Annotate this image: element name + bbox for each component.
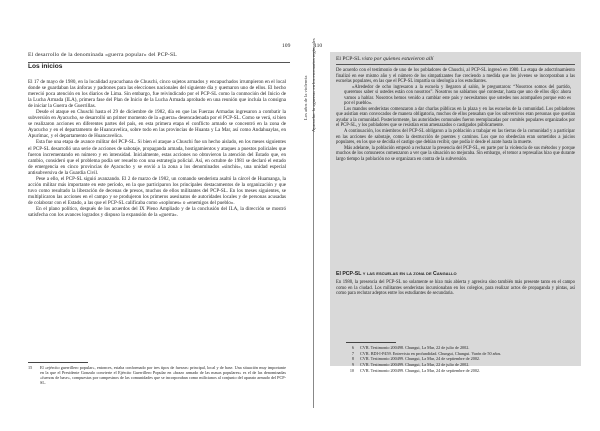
body-paragraph: Esta fue una etapa de avance militar del PCP-SL. Si bien el ataque a Chuschi fue un hecho aislado, en los meses siguientes el PCP-SL desarrolló una serie de acciones de sabotaje, propaganda armada, hostigamientos y ataques a puestos policiales que fueron incrementando en número y en intensidad. Inicialmente, estas acciones no obtuvieron la atención del Estado que, en cambio, consideró que el problema podía ser resuelto con una estrategia policial. Así, en octubre de 1981 se declaró el estado de emergencia en cinco provincias de Ayacucho y se envió a la zona a los denominados «sinchis», una unidad especial antisubversiva de la Guardia Civil. (28, 139, 286, 176)
sidebar-box-title-prefix: El PCP-SL (336, 56, 361, 62)
sidebar-box-title-divider (336, 64, 575, 65)
sidebar-box-schools-title-prefix: El PCP-SL (336, 271, 362, 277)
sidebar-quote: «Alrededor de ocho ingresaron a la escuela y llegaron al salón, le preguntaron: “Nosotros somos del partido, queremos saber si ustedes están con nosotros”. Nosotros no sabíamos qué contestar, hasta que uno de ellos dijo: ahora vamos a hablar. Nosotros hemos venido a cambiar este país y necesitamos que ustedes nos acompañen porque esto es por el pueblo». (344, 84, 571, 107)
sidebar-box-schools-title (336, 271, 575, 277)
endnotes (346, 345, 576, 374)
running-header-title: El desarrollo de la denominada «guerra popular» del PCP-SL (28, 52, 177, 58)
section-heading: Los inicios (28, 63, 63, 70)
sidebar-paragraph: Los mandos senderistas comenzaron a dar charlas públicas en la plaza y en las escuelas de la comunidad. Los pobladores que asistían eran convocados de manera obligatoria, muchos de ellos pensaban que los subversivos eran personas que querían ayudar a la comunidad. Posteriormente, las autoridades comunales fueron reemplazadas por comités populares organizados por el PCP-SL, y los pobladores que se resistían eran amenazados o castigados públicamente. (336, 106, 575, 129)
vertical-running-head-b: Ayacucho: la «guerra» en los escenarios regionales (311, 38, 316, 132)
body-paragraph: El 17 de mayo de 1980, en la localidad ayacuchana de Chuschi, cinco sujetos armados y encapuchados irrumpieron en el local donde se guardaban las ánforas y padrones para las elecciones nacionales del siguiente día y quemaron uno de ellos. El hecho mereció poca atención en los diarios de Lima. Sin embargo, fue reivindicado por el PCP-SL como la conmoción del Inicio de la Lucha Armada (ILA), primera fase del Plan de Inicio de la Lucha Armada aprobado en una reunión que incluía la consigna de iniciar la Guerra de Guerrillas. (28, 79, 286, 110)
endnote-text: CVR. Testimonio 200499. Chungui, La Mar, 24 de septiembre de 2002. (360, 367, 481, 373)
left-running-header (28, 43, 290, 63)
body-text (28, 79, 286, 337)
endnote-text: CVR. Testimonio 200499. Chungui, La Mar, 24 de septiembre de 2002. (360, 356, 481, 362)
body-paragraph: Desde el ataque en Chuschi hasta el 29 de diciembre de 1982, día en que las Fuerzas Armadas ingresaron a combatir la subversión en Ayacucho, se desarrolló un primer momento de la «guerra» desencadenada por el PCP-SL. Como se verá, si bien se realizaron acciones en diferentes partes del país, en esta primera etapa el conflicto armado se concentró en la zona de Ayacucho y en el departamento de Huancavelica, sobre todo en las provincias de Huanta y La Mar, así como Andahuaylas, en Apurímac, y el departamento de Huancavelica. (28, 109, 286, 140)
sidebar-box-schools (330, 268, 581, 334)
endnote-text: CVR. Testimonio 200499. Chungui, La Mar, 22 de julio de 2002. (360, 362, 470, 368)
endnote (346, 368, 576, 374)
footnote (28, 365, 286, 385)
vertical-running-head-a: Los años de la violencia (303, 75, 308, 120)
sidebar-box-title-rest: visto por quienes estuvieron allí (361, 56, 434, 62)
endnote-text: CVR. Testimonio 200498. Chungui, La Mar, 22 de julio de 2002. (360, 345, 470, 350)
endnotes-divider (346, 342, 396, 343)
sidebar-paragraph: A continuación, los miembros del PCP-SL obligaron a la población a trabajar en las tierras de la comunidad y a participar en las acciones de sabotaje, como la destrucción de puentes y caminos. Los que no obedecían eran sometidos a juicios populares, en los que se decidía el castigo que debían recibir, que podía ir desde el azote hasta la muerte. (336, 129, 575, 146)
body-paragraph: En el plano político, después de los acuerdos del IX Pleno Ampliado y de la conclusión del ILA, la dirección se mostró satisfecha con los avances logrados y dispuso la expansión de la «guerra». (28, 205, 286, 219)
endnote-number: 9 (351, 362, 354, 368)
footnote-divider (28, 362, 88, 363)
endnote-number: 10 (349, 367, 354, 373)
left-page-number: 109 (282, 43, 291, 49)
right-page-number: 110 (314, 43, 323, 49)
sidebar-box-schools-content (336, 271, 575, 333)
sidebar-box-title (336, 56, 575, 62)
endnote-text: CVR. BDI-I-P459. Entrevista en profundidad. Chungui, Chungui. Varón de 50 años. (360, 350, 502, 356)
sidebar-schools-paragraph: En 1980, la presencia del PCP-SL no solamente se hizo más abierta y agresiva sino también más presente tanto en el campo como en la ciudad. Los militantes senderistas incursionaban en los colegios, para realizar actos de propaganda y pintas, así como para reclutar adeptos entre los estudiantes de secundaria. (336, 280, 575, 297)
sidebar-box-schools-title-rest: y las escuelas en la zona de Cangallo (362, 271, 457, 277)
sidebar-paragraph: De acuerdo con el testimonio de uno de los pobladores de Chuschi, al PCP-SL ingresó en 1980. La etapa de adoctrinamiento finalizó en ese mismo año y el número de los simpatizantes fue creciendo a medida que los jóvenes se incorporaban a las escuelas populares, en las que el PCP-SL impartía su ideología a los estudiantes. (336, 68, 575, 85)
footnote-text: El «ejército guerrillero popular», entonces, estaba conformado por tres tipos de fuerzas: principal, local y de base. Una situación muy importante en la que el Presidente Gonzalo convierte el Ejército Guerrillero Popular en «brazo armado de las masas populares» es el de las denominadas «fuerzas de base», compuestas por campesinos de las comunidades que se incorporaban como milicianos al conjunto del aparato armado del PCP-SL. (40, 365, 286, 386)
endnote-number: 7 (351, 350, 354, 356)
endnote-number: 6 (351, 345, 354, 350)
sidebar-paragraph: Más adelante, la población empezó a rechazar la presencia del PCP-SL, en parte por la violencia de sus métodos y porque muchos de los comuneros comenzaron a ver que la situación no mejoraba. Sin embargo, el temor a represalias hizo que durante largo tiempo la población no se organizara en contra de la subversión. (336, 145, 575, 162)
endnote-number: 8 (351, 356, 354, 362)
body-paragraph: Pese a ello, el PCP-SL siguió avanzando. El 2 de marzo de 1982, un comando senderista asaltó la cárcel de Huamanga, la acción militar más importante en este período, en la que participaron los principales destacamentos de la organización y que tuvo como resultado la liberación de decenas de presos, muchos de ellos militantes del PCP-SL. En los meses siguientes, se multiplicaron las acciones en el campo y se produjeron los primeros asesinatos de autoridades locales y de personas acusadas de colaborar con el Estado, a las que el PCP-SL calificaba como «soplones» o «enemigos del pueblo». (28, 175, 286, 206)
footnote-number: 15 (28, 365, 33, 370)
